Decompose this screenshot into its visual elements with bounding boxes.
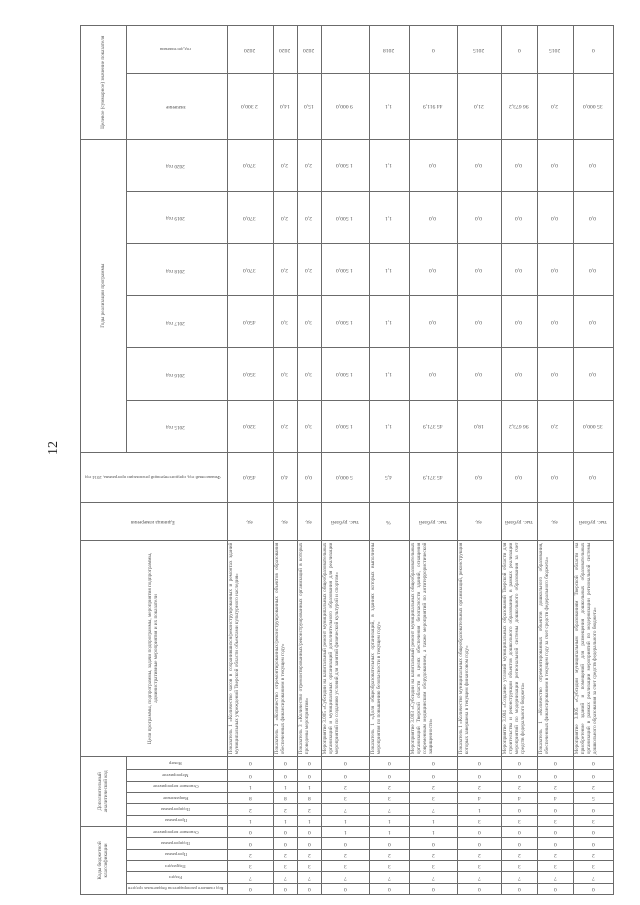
- final-value-cell: 2 300,0: [228, 73, 274, 139]
- code-cell: 3: [458, 861, 502, 872]
- year-2017-header: 2017 год: [127, 296, 228, 348]
- code-cell: 0: [410, 756, 458, 770]
- year-value-cell: 45 371,9: [410, 400, 458, 452]
- code-cell: 0: [322, 883, 370, 894]
- code-cell: 7: [458, 872, 502, 883]
- code-cell: 7: [410, 804, 458, 815]
- table-row: [502, 26, 538, 895]
- final-year-cell: 2020: [298, 26, 322, 74]
- year-value-cell: 3,0: [274, 296, 298, 348]
- code-cell: 0: [502, 838, 538, 849]
- year-value-cell: 0,0: [538, 244, 574, 296]
- year-2018-header: 2018 год: [127, 244, 228, 296]
- code-cell: 0: [298, 883, 322, 894]
- code-cell: 3: [298, 861, 322, 872]
- final-value-header: значение: [127, 73, 228, 139]
- goal-text-cell: Мероприятие 3.003 «Субсидии на капитальный ремонт муниципальных общеобразовательных организаций Тверской области в целях обеспечения безопасности зданий, оснащения современным медицинским оборудованием, а также мероприятий по антитеррористической защищенности»: [410, 541, 458, 757]
- code-cell: 0: [458, 826, 502, 837]
- years-header: Годы реализации программы: [81, 139, 127, 452]
- code-cell: 1: [298, 815, 322, 826]
- year-value-cell: 0,0: [574, 348, 614, 400]
- code-cell: 0: [574, 826, 614, 837]
- code-cell: 3: [274, 861, 298, 872]
- code-cell: 0: [410, 838, 458, 849]
- code-cell: 1: [274, 815, 298, 826]
- code-cell: 2: [410, 849, 458, 860]
- code-cell: 0: [574, 756, 614, 770]
- code-cell: 0: [274, 770, 298, 781]
- year-value-cell: 3,0: [274, 348, 298, 400]
- year-value-cell: 2,0: [274, 191, 298, 243]
- code-cell: 0: [370, 756, 410, 770]
- code-cell: 0: [228, 826, 274, 837]
- table-row: [322, 26, 370, 895]
- year-value-cell: 350,0: [228, 348, 274, 400]
- year-value-cell: 0,0: [410, 244, 458, 296]
- code-cell: 8: [228, 792, 274, 803]
- goal-text-cell: Показатель 1 «Количество часов в сохранившихся/реконструированных и ремонтах зданий муниципальных учреждений Тверской области объектами культурного наследия»: [228, 541, 274, 757]
- code-cell: 2: [370, 781, 410, 792]
- code-cell: 2: [502, 781, 538, 792]
- table-row: [228, 26, 274, 895]
- year-value-cell: 1 500,0: [322, 400, 370, 452]
- budget-class-header: Коды бюджетной классификации: [81, 826, 127, 894]
- code-cell: 1: [458, 804, 502, 815]
- table-row: [274, 26, 298, 895]
- podrazdel-header: Подраздел: [127, 861, 228, 872]
- table-row: [458, 26, 502, 895]
- code-rbs-header: Код главного распорядителя бюджетных средств: [127, 883, 228, 894]
- code-cell: 1: [410, 826, 458, 837]
- year-value-cell: 1 500,0: [322, 296, 370, 348]
- year-value-cell: 1,1: [370, 400, 410, 452]
- code-cell: 2: [274, 849, 298, 860]
- code-cell: 2: [538, 781, 574, 792]
- unit-cell: ед.: [228, 502, 274, 541]
- table-row: [410, 26, 458, 895]
- code-cell: 0: [228, 770, 274, 781]
- unit-cell: тыс. рублей: [574, 502, 614, 541]
- year-value-cell: 2,0: [298, 244, 322, 296]
- code-cell: 0: [502, 756, 538, 770]
- code-cell: 0: [458, 883, 502, 894]
- year-value-cell: 320,0: [228, 400, 274, 452]
- code-cell: 0: [502, 883, 538, 894]
- unit-cell: тыс. рублей: [322, 502, 370, 541]
- code-cell: 0: [538, 838, 574, 849]
- year-value-cell: 1,1: [370, 139, 410, 191]
- year-value-cell: 2,0: [274, 244, 298, 296]
- table-row: [370, 26, 410, 895]
- final-value-cell: 9 000,0: [322, 73, 370, 139]
- code-cell: 8: [298, 792, 322, 803]
- unit-cell: тыс. рублей: [502, 502, 538, 541]
- code-cell: 7: [322, 804, 370, 815]
- code-cell: 0: [370, 838, 410, 849]
- dop-col-5: Мероприятие: [127, 770, 228, 781]
- year-value-cell: 1 500,0: [322, 348, 370, 400]
- code-cell: 0: [274, 838, 298, 849]
- year-value-cell: 2,0: [298, 191, 322, 243]
- code-cell: 1: [370, 815, 410, 826]
- unit-header: Единица измерения: [81, 502, 228, 541]
- napravlenie-header: Основное мероприятие: [127, 826, 228, 837]
- code-cell: 0: [410, 883, 458, 894]
- code-cell: 3: [322, 792, 370, 803]
- code-cell: 0: [574, 804, 614, 815]
- code-cell: 0: [298, 838, 322, 849]
- base-value-cell: 0,0: [298, 452, 322, 502]
- code-cell: 0: [322, 770, 370, 781]
- year-value-cell: 1,1: [370, 244, 410, 296]
- year-value-cell: 0,0: [574, 191, 614, 243]
- year-value-cell: 3,0: [298, 400, 322, 452]
- code-cell: 0: [228, 883, 274, 894]
- page-number: 12: [46, 441, 61, 455]
- code-cell: 2: [458, 849, 502, 860]
- code-cell: 7: [538, 872, 574, 883]
- year-value-cell: 3,0: [298, 348, 322, 400]
- program-table-wrapper: [80, 25, 607, 895]
- unit-cell: ед.: [274, 502, 298, 541]
- year-value-cell: 0,0: [574, 139, 614, 191]
- year-value-cell: 1 500,0: [322, 244, 370, 296]
- code-cell: 1: [322, 826, 370, 837]
- year-value-cell: 2,0: [274, 139, 298, 191]
- final-year-cell: 2015: [458, 26, 502, 74]
- unit-cell: тыс. рублей: [410, 502, 458, 541]
- code-cell: 0: [298, 770, 322, 781]
- dop-class-header: Дополнительный аналитический код: [81, 756, 127, 826]
- code-cell: 2: [298, 849, 322, 860]
- year-value-cell: 0,0: [458, 139, 502, 191]
- year-value-cell: 0,0: [574, 296, 614, 348]
- base-value-cell: 6,0: [458, 452, 502, 502]
- code-cell: 7: [370, 872, 410, 883]
- code-cell: 3: [370, 792, 410, 803]
- dop-col-6: Номер: [127, 756, 228, 770]
- code-cell: 2: [228, 849, 274, 860]
- code-cell: 0: [538, 804, 574, 815]
- final-year-cell: 2020: [274, 26, 298, 74]
- code-cell: 2: [322, 849, 370, 860]
- unit-cell: ед.: [458, 502, 502, 541]
- year-value-cell: 2,0: [274, 400, 298, 452]
- year-value-cell: 0,0: [458, 191, 502, 243]
- year-value-cell: 0,0: [574, 244, 614, 296]
- year-2020-header: 2020 год: [127, 139, 228, 191]
- code-cell: 0: [322, 756, 370, 770]
- code-cell: 3: [228, 861, 274, 872]
- code-cell: 2: [370, 849, 410, 860]
- code-cell: 0: [538, 883, 574, 894]
- code-cell: 0: [274, 883, 298, 894]
- base-value-cell: 450,0: [228, 452, 274, 502]
- year-value-cell: 370,0: [228, 191, 274, 243]
- goal-text-cell: Показатель 1 «Количество муниципальных общеобразовательных организаций, реконструкция которых завершена в текущем финансовом году»: [458, 541, 502, 757]
- code-cell: 4: [538, 792, 574, 803]
- code-cell: 0: [574, 838, 614, 849]
- code-cell: 0: [410, 770, 458, 781]
- year-value-cell: 96 673,2: [502, 400, 538, 452]
- razdel-header: Раздел: [127, 872, 228, 883]
- year-value-cell: 2,0: [538, 400, 574, 452]
- code-cell: 2: [410, 781, 458, 792]
- final-year-cell: 0: [574, 26, 614, 74]
- year-value-cell: 35 000,0: [574, 400, 614, 452]
- year-2019-header: 2019 год: [127, 191, 228, 243]
- unit-cell: ед.: [298, 502, 322, 541]
- code-cell: 3: [458, 815, 502, 826]
- code-cell: 0: [370, 883, 410, 894]
- code-cell: 0: [274, 826, 298, 837]
- code-cell: 1: [228, 815, 274, 826]
- year-value-cell: 0,0: [502, 296, 538, 348]
- final-year-cell: 0: [502, 26, 538, 74]
- year-value-cell: 0,0: [410, 191, 458, 243]
- year-value-cell: 1,1: [370, 348, 410, 400]
- code-cell: 2: [574, 849, 614, 860]
- code-cell: 0: [298, 756, 322, 770]
- year-value-cell: 3,0: [298, 296, 322, 348]
- final-value-cell: 44 911,9: [410, 73, 458, 139]
- year-value-cell: 0,0: [538, 348, 574, 400]
- code-cell: 3: [574, 861, 614, 872]
- final-year-cell: 0: [410, 26, 458, 74]
- code-cell: 1: [298, 781, 322, 792]
- final-value-cell: 35 000,0: [574, 73, 614, 139]
- final-value-cell: 96 673,2: [502, 73, 538, 139]
- code-cell: 3: [574, 815, 614, 826]
- year-value-cell: 2,0: [298, 139, 322, 191]
- podprogramma-header: Подпрограмма: [127, 838, 228, 849]
- year-value-cell: 0,0: [458, 348, 502, 400]
- code-cell: 2: [322, 781, 370, 792]
- program-indicators-table: [80, 25, 614, 895]
- code-cell: 4: [502, 792, 538, 803]
- year-value-cell: 370,0: [228, 139, 274, 191]
- final-year-cell: [322, 26, 370, 74]
- year-value-cell: 0,0: [538, 191, 574, 243]
- code-cell: 3: [538, 861, 574, 872]
- year-value-cell: 1 500,0: [322, 191, 370, 243]
- goal-text-cell: Мероприятие 3.005 «Субсидии на капитальный ремонт муниципальных общеобразовательных организаций и муниципальных организаций дополнительного образования для реализации мероприятий по созданию условий для занятий физической культурой и спортом»: [322, 541, 370, 757]
- year-value-cell: 370,0: [228, 244, 274, 296]
- base-value-cell: 4,5: [370, 452, 410, 502]
- programma-header: Программа: [127, 849, 228, 860]
- code-cell: 2: [274, 804, 298, 815]
- dop-col-4: Основное мероприятие: [127, 781, 228, 792]
- year-value-cell: 0,0: [502, 244, 538, 296]
- base-value-cell: 0,0: [574, 452, 614, 502]
- code-cell: 0: [458, 838, 502, 849]
- year-value-cell: 0,0: [538, 296, 574, 348]
- code-cell: 0: [502, 826, 538, 837]
- year-value-cell: 0,0: [458, 296, 502, 348]
- code-cell: 0: [228, 756, 274, 770]
- goal-text-cell: Показатель 1 «Количество отремонтированных объектов дошкольного образования, обеспеченных финансированием в текущем году за счет средств федерального бюджета»: [538, 541, 574, 757]
- goal-text-cell: Показатель 3 «Количество отремонтированных/реконструированных организаций в которых проведены мероприятия»: [298, 541, 322, 757]
- rotated-table-frame: [80, 25, 607, 895]
- code-cell: 3: [502, 815, 538, 826]
- code-cell: 7: [410, 872, 458, 883]
- year-value-cell: 0,0: [538, 139, 574, 191]
- code-cell: 0: [458, 756, 502, 770]
- code-cell: 2: [538, 849, 574, 860]
- code-cell: 7: [274, 872, 298, 883]
- year-value-cell: 0,0: [502, 139, 538, 191]
- year-value-cell: 450,0: [228, 296, 274, 348]
- final-value-cell: 1,1: [370, 73, 410, 139]
- code-cell: 2: [502, 849, 538, 860]
- code-cell: 0: [228, 838, 274, 849]
- code-cell: 3: [502, 861, 538, 872]
- code-cell: 3: [322, 861, 370, 872]
- base-value-cell: 0,0: [538, 452, 574, 502]
- dop-col-3: Направление: [127, 792, 228, 803]
- code-cell: 7: [322, 872, 370, 883]
- code-cell: 0: [502, 770, 538, 781]
- code-cell: 7: [370, 804, 410, 815]
- code-cell: 5: [574, 792, 614, 803]
- code-cell: 0: [574, 770, 614, 781]
- code-cell: 2: [228, 804, 274, 815]
- final-year-header: год достижения: [127, 26, 228, 74]
- code-cell: 4: [458, 792, 502, 803]
- code-cell: 0: [274, 756, 298, 770]
- code-cell: 1: [228, 781, 274, 792]
- code-cell: 0: [538, 756, 574, 770]
- unit-cell: ед.: [538, 502, 574, 541]
- year-value-cell: 0,0: [502, 191, 538, 243]
- final-year-cell: 2015: [538, 26, 574, 74]
- year-2015-header: 2015 год: [127, 400, 228, 452]
- year-value-cell: 1,1: [370, 296, 410, 348]
- year-value-cell: 1,1: [370, 191, 410, 243]
- code-cell: 0: [458, 770, 502, 781]
- code-cell: 1: [410, 815, 458, 826]
- code-cell: 2: [298, 804, 322, 815]
- code-cell: 1: [274, 781, 298, 792]
- final-year-cell: 2020: [228, 26, 274, 74]
- final-year-cell: 2018: [370, 26, 410, 74]
- code-cell: 8: [274, 792, 298, 803]
- code-cell: 0: [298, 826, 322, 837]
- final-header: Целевое (суммарное) значение показателя: [81, 26, 127, 140]
- unit-cell: %: [370, 502, 410, 541]
- table-row: [574, 26, 614, 895]
- goal-header: Цели программы, подпрограммы, задачи подпрограммы, мероприятия подпрограммы, административные мероприятия и их показатели: [81, 541, 228, 757]
- code-cell: 3: [410, 792, 458, 803]
- year-value-cell: 1 500,0: [322, 139, 370, 191]
- code-cell: 7: [228, 872, 274, 883]
- base-value-cell: 5 000,0: [322, 452, 370, 502]
- code-cell: 3: [538, 815, 574, 826]
- year-2016-header: 2016 год: [127, 348, 228, 400]
- code-cell: 3: [410, 861, 458, 872]
- base-value-cell: 45 371,9: [410, 452, 458, 502]
- dop-col-2: Подпрограмма: [127, 804, 228, 815]
- code-cell: 0: [322, 838, 370, 849]
- code-cell: 2: [574, 781, 614, 792]
- year-value-cell: 0,0: [410, 348, 458, 400]
- code-cell: 0: [370, 770, 410, 781]
- table-row: [298, 26, 322, 895]
- code-cell: 0: [538, 770, 574, 781]
- code-cell: 7: [298, 872, 322, 883]
- code-cell: 0: [538, 826, 574, 837]
- goal-text-cell: Мероприятие 3.004 «Создание условий муниципальных образований Тверской области для строительства и реконструкции объектов дошкольного образования, в рамках реализации мероприятий по модернизации региональной системы дошкольного образования за счет средств федерального бюджета»: [502, 541, 538, 757]
- code-cell: 2: [458, 781, 502, 792]
- year-value-cell: 0,0: [410, 139, 458, 191]
- base-value-cell: 0,0: [502, 452, 538, 502]
- code-cell: 3: [370, 861, 410, 872]
- code-cell: 1: [322, 815, 370, 826]
- final-value-cell: 21,0: [458, 73, 502, 139]
- year-value-cell: 0,0: [410, 296, 458, 348]
- goal-text-cell: Показатель 2 «Количество отремонтированных/реконструированных объектов образования обеспеченных финансированием в текущем году»: [274, 541, 298, 757]
- final-value-cell: 15,0: [298, 73, 322, 139]
- code-cell: 0: [502, 804, 538, 815]
- final-value-cell: 2,0: [538, 73, 574, 139]
- code-cell: 0: [574, 883, 614, 894]
- code-cell: 7: [574, 872, 614, 883]
- goal-text-cell: Мероприятие 3.005 «Субсидии муниципальным образованиям Тверской области на приобретение зданий и помещений для размещения дошкольных образовательных организаций в рамках реализации мероприятий по модернизации региональной системы дошкольного образования за счет средств федерального бюджета»: [574, 541, 614, 757]
- year-value-cell: 0,0: [458, 244, 502, 296]
- year-value-cell: 18,0: [458, 400, 502, 452]
- table-row: [538, 26, 574, 895]
- base-year-header: Финансовый год, предшествующий реализации программы, 2014 год: [81, 452, 228, 502]
- year-value-cell: 0,0: [502, 348, 538, 400]
- base-value-cell: 4,0: [274, 452, 298, 502]
- final-value-cell: 14,0: [274, 73, 298, 139]
- goal-text-cell: Показатель 1 «Доля общеобразовательных организаций, в зданиях которых выполнены мероприятия по повышению безопасности в текущем году»: [370, 541, 410, 757]
- code-cell: 7: [502, 872, 538, 883]
- code-cell: 1: [370, 826, 410, 837]
- dop-col-1: Программа: [127, 815, 228, 826]
